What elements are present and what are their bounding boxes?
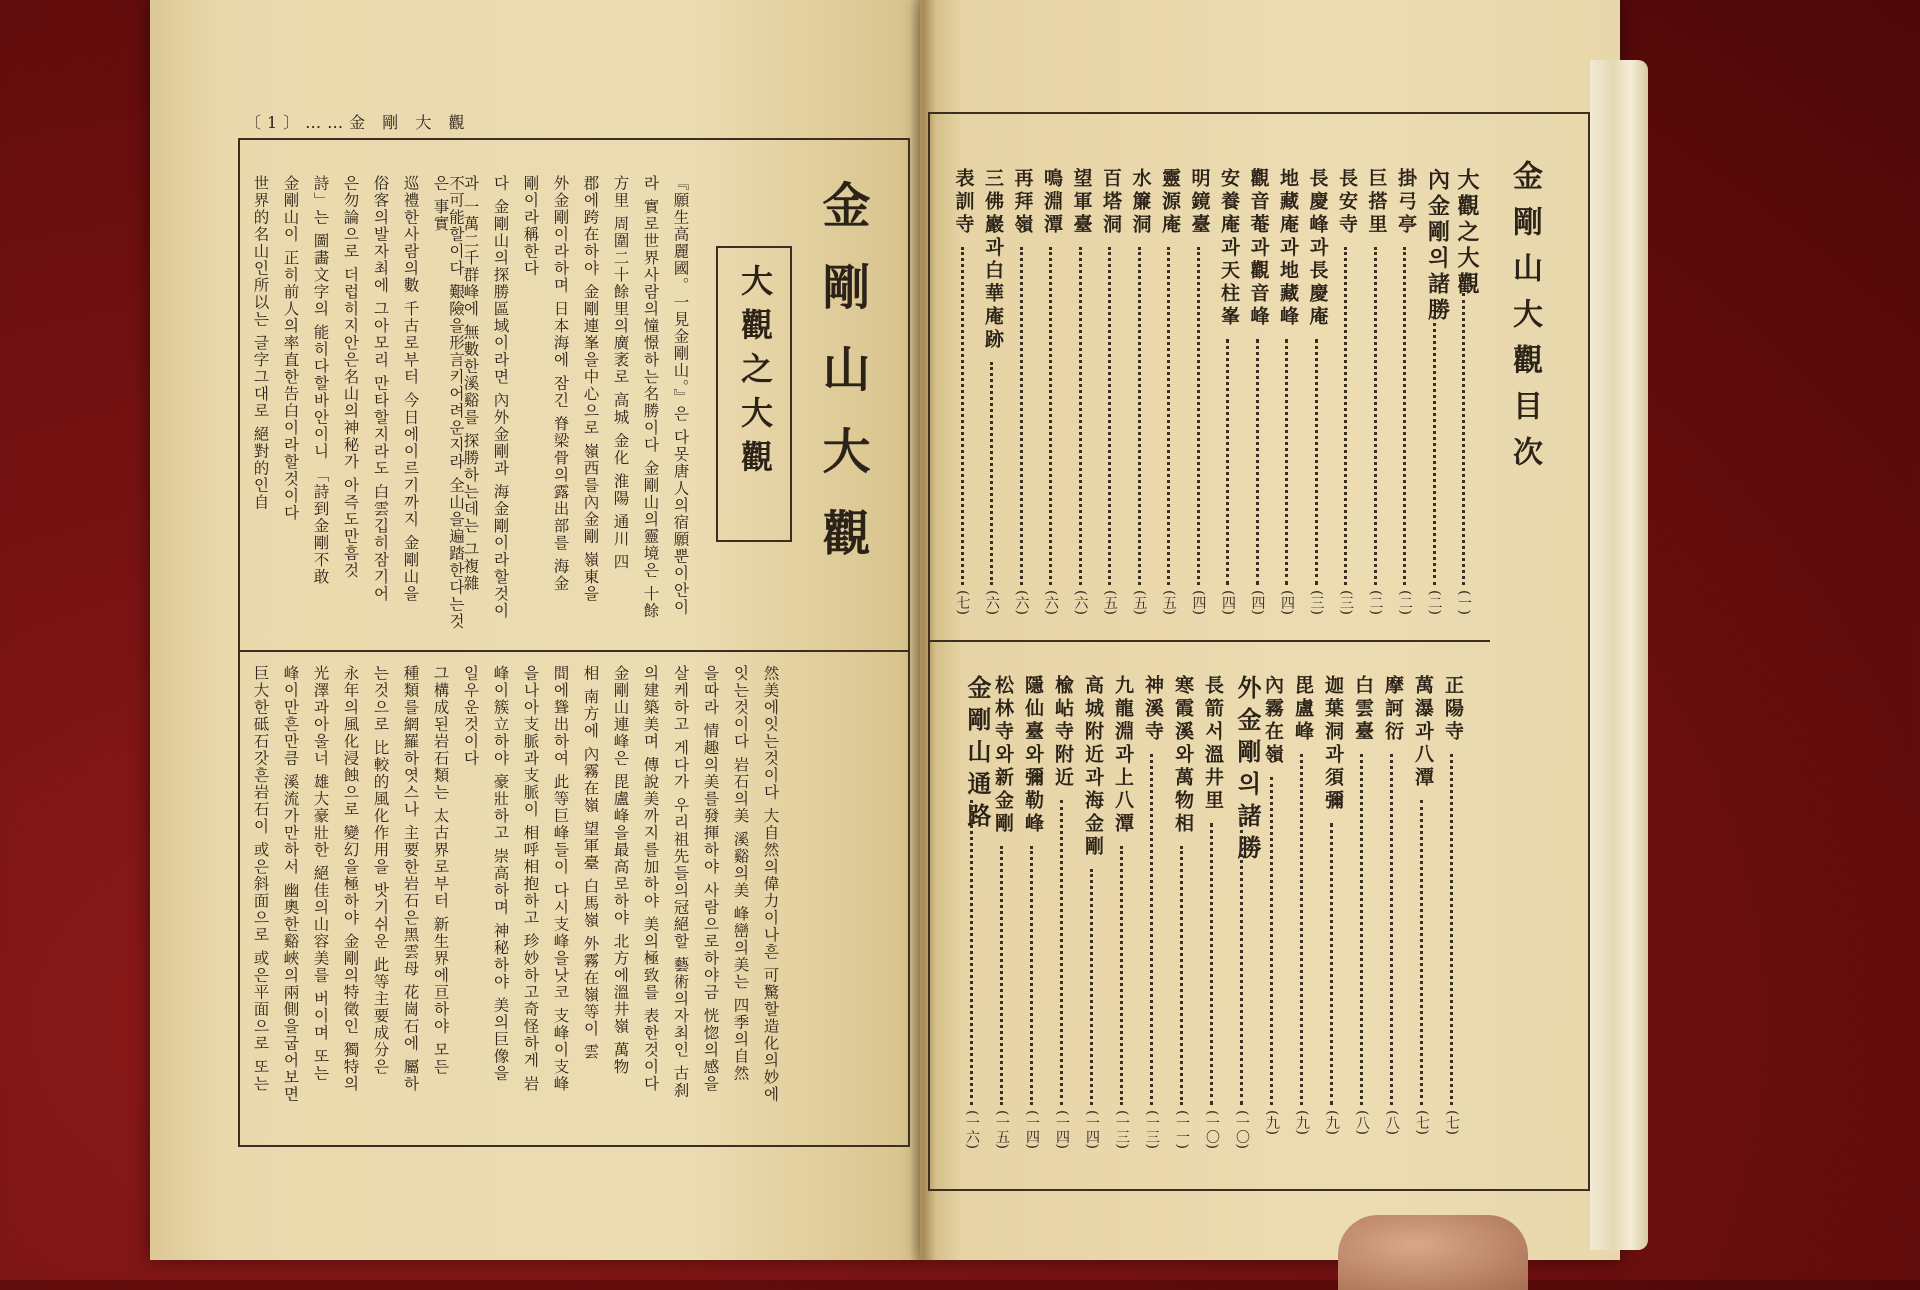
toc-entry-page: (一四) bbox=[1024, 1110, 1040, 1149]
holding-finger bbox=[1338, 1215, 1528, 1290]
text-column: 살케하고 게다가 우리祖先들의冠絕할 藝術의자최인 古刹 bbox=[671, 665, 690, 1099]
text-column: 잇는것이다 岩石의美 溪谿의美 峰巒의美는 四季의自然 bbox=[731, 665, 750, 1082]
text-column: 峰이만흔만큼 溪流가만하서 幽奧한谿峽의兩側을굽어보면 bbox=[281, 665, 300, 1103]
toc-entry-title[interactable]: 寒霞溪와萬物相 bbox=[1172, 675, 1194, 836]
toc-entry-page: (一三) bbox=[1144, 1110, 1160, 1149]
section-title-box bbox=[716, 246, 792, 542]
text-column: 永年의風化浸蝕으로 變幻을極하야 金剛의特徵인 獨特의 bbox=[341, 665, 360, 1093]
toc-entry-page: (七) bbox=[1444, 1110, 1460, 1135]
toc-leader-dots bbox=[1285, 339, 1291, 585]
toc-entry-page: (一三) bbox=[1114, 1110, 1130, 1149]
toc-leader-dots bbox=[1315, 339, 1321, 585]
text-column: 巨大한砥石갓흔岩石이 或은斜面으로 或은平面으로 또는 bbox=[251, 665, 270, 1093]
toc-entry-page: (一〇) bbox=[1234, 1110, 1250, 1149]
toc-entry-page: (四) bbox=[1249, 590, 1266, 615]
toc-entry-page: (五) bbox=[1102, 590, 1118, 615]
toc-entry-title[interactable]: 望軍臺 bbox=[1070, 168, 1093, 237]
toc-leader-dots bbox=[970, 800, 976, 1105]
toc-entry-title[interactable]: 隱仙臺와彌勒峰 bbox=[1022, 675, 1044, 836]
toc-entry-page: (八) bbox=[1384, 1110, 1400, 1135]
toc-entry-title[interactable]: 內金剛의諸勝 bbox=[1424, 168, 1451, 324]
toc-leader-dots bbox=[961, 247, 967, 585]
toc-entry-title[interactable]: 高城附近과海金剛 bbox=[1082, 675, 1104, 859]
toc-entry-page: (六) bbox=[1072, 590, 1089, 615]
toc-entry-page: (四) bbox=[1190, 590, 1207, 615]
toc-leader-dots bbox=[1167, 247, 1173, 585]
toc-entry-page: (六) bbox=[984, 590, 1000, 615]
toc-entry-title[interactable]: 松林寺와新金剛 bbox=[992, 675, 1014, 836]
text-column: 그構成된岩石類는 太古界로부터 新生界에亘하야 모든 bbox=[431, 665, 450, 1076]
text-column: 金剛山이 正히前人의率直한告白이라할것이다 bbox=[281, 175, 300, 522]
toc-entry-title[interactable]: 長箭서溫井里 bbox=[1202, 675, 1224, 813]
toc-entry-title[interactable]: 明鏡臺 bbox=[1188, 168, 1211, 237]
toc-entry-title[interactable]: 水簾洞 bbox=[1129, 168, 1152, 237]
toc-entry-page: (四) bbox=[1279, 590, 1295, 615]
toc-entry-title[interactable]: 三佛巖과白華庵跡 bbox=[982, 168, 1004, 352]
toc-divider bbox=[930, 640, 1490, 642]
text-column: 詩」는 圖畵文字의 能히다할바안이니 「詩到金剛不敢 bbox=[311, 175, 330, 586]
toc-entry-page: (二) bbox=[1426, 590, 1443, 615]
toc-leader-dots bbox=[1344, 247, 1350, 585]
left-frame-divider bbox=[238, 650, 908, 652]
toc-leader-dots bbox=[1256, 339, 1262, 585]
page-edges bbox=[1590, 60, 1648, 1250]
running-head: 〔1〕……金 剛 大 觀 bbox=[245, 113, 471, 132]
toc-leader-dots bbox=[1079, 247, 1085, 585]
toc-entry-page: (九) bbox=[1294, 1110, 1310, 1135]
toc-entry-page: (一一) bbox=[1174, 1110, 1190, 1149]
toc-title: 金剛山大觀目次 bbox=[1507, 160, 1542, 482]
toc-entry-title[interactable]: 摩訶衍 bbox=[1382, 675, 1404, 744]
text-column: 을따라 情趣의美를發揮하야 사람으로하야금 恍惚의感을 bbox=[701, 665, 720, 1093]
toc-entry-page: (七) bbox=[954, 590, 971, 615]
toc-leader-dots bbox=[1180, 846, 1186, 1105]
toc-entry-page: (三) bbox=[1338, 590, 1354, 615]
toc-entry-page: (一〇) bbox=[1204, 1110, 1220, 1149]
toc-entry-title[interactable]: 毘盧峰 bbox=[1292, 675, 1314, 744]
toc-leader-dots bbox=[1420, 800, 1426, 1105]
toc-entry-title[interactable]: 長慶峰과長慶庵 bbox=[1306, 168, 1329, 329]
section-title: 大觀之大觀 bbox=[736, 264, 774, 484]
toc-entry-page: (三) bbox=[1308, 590, 1325, 615]
text-column: 은勿論으로 더럽히지안은名山의神秘가 아즉도만흠것 bbox=[341, 175, 360, 579]
toc-leader-dots bbox=[1150, 754, 1156, 1105]
toc-leader-dots bbox=[1197, 247, 1203, 585]
toc-leader-dots bbox=[1403, 247, 1409, 585]
text-column: 라 實로世界사람의憧憬하는名勝이다 金剛山의靈境은 十餘 bbox=[641, 175, 660, 620]
text-column: 光澤과아울너 雄大豪壯한 絕佳의山容美를 버이며 또는 bbox=[311, 665, 330, 1082]
text-column: 然美에잇는것이다 大自然의偉力이나흔 可驚할造化의妙에 bbox=[761, 665, 780, 1103]
text-column: 『願生高麗國。一見金剛山。』은 다못唐人의宿願뿐이안이 bbox=[671, 175, 690, 616]
toc-entry-title[interactable]: 表訓寺 bbox=[952, 168, 975, 237]
toc-leader-dots bbox=[1108, 247, 1114, 585]
toc-entry-title[interactable]: 萬瀑과八潭 bbox=[1412, 675, 1434, 790]
toc-leader-dots bbox=[1030, 846, 1036, 1105]
text-column: 峰이簇立하야 豪壯하고 崇高하며 神秘하야 美의巨像을 bbox=[491, 665, 510, 1082]
text-column: 는것으로 比較的風化作用을 밧기쉬운 此等主要成分은 bbox=[371, 665, 390, 1076]
toc-entry-page: (六) bbox=[1043, 590, 1059, 615]
toc-entry-page: (九) bbox=[1324, 1110, 1340, 1135]
toc-entry-title[interactable]: 白雲臺 bbox=[1352, 675, 1374, 744]
toc-entry-page: (一四) bbox=[1084, 1110, 1100, 1149]
toc-leader-dots bbox=[1300, 754, 1306, 1105]
toc-entry-title[interactable]: 神溪寺 bbox=[1142, 675, 1164, 744]
toc-entry-page: (一五) bbox=[994, 1110, 1010, 1149]
toc-leader-dots bbox=[1000, 846, 1006, 1105]
toc-leader-dots bbox=[1138, 247, 1144, 585]
toc-leader-dots bbox=[1450, 754, 1456, 1105]
toc-leader-dots bbox=[1049, 247, 1055, 585]
toc-leader-dots bbox=[1060, 800, 1066, 1105]
toc-leader-dots bbox=[1330, 823, 1336, 1105]
toc-leader-dots bbox=[1390, 754, 1396, 1105]
toc-leader-dots bbox=[1360, 754, 1366, 1105]
toc-entry-title[interactable]: 再拜嶺 bbox=[1011, 168, 1034, 237]
toc-entry-title[interactable]: 長安寺 bbox=[1336, 168, 1358, 237]
toc-entry-title[interactable]: 金剛山通路 bbox=[963, 675, 992, 835]
text-column: 間에聳出하여 此等巨峰들이 다시支峰을낫코 支峰이支峰 bbox=[551, 665, 570, 1093]
toc-entry-title[interactable]: 巨搭里 bbox=[1365, 168, 1388, 237]
toc-leader-dots bbox=[1226, 339, 1232, 585]
toc-entry-page: (一) bbox=[1456, 590, 1472, 615]
toc-entry-title[interactable]: 楡岾寺附近 bbox=[1052, 675, 1074, 790]
text-column: 巡禮한사람의數 千古로부터 今日에이르기까지 金剛山을 bbox=[401, 175, 420, 603]
toc-entry-title[interactable]: 掛弓亭 bbox=[1395, 168, 1417, 237]
toc-entry-title[interactable]: 鳴淵潭 bbox=[1041, 168, 1063, 237]
text-column: 다 金剛山의探勝區域이라면 內外金剛과 海金剛이라할것이 bbox=[491, 175, 510, 620]
text-column: 種類를網羅하엿스나 主要한岩石은黑雲母 花崗石에 屬하 bbox=[401, 665, 420, 1093]
text-column: 을나아支脈과支脈이 相呼相抱하고 珍妙하고奇怪하게 岩 bbox=[521, 665, 540, 1093]
toc-entry-page: (五) bbox=[1161, 590, 1177, 615]
toc-entry-page: (八) bbox=[1354, 1110, 1370, 1135]
toc-leader-dots bbox=[1120, 846, 1126, 1105]
text-column: 郡에跨在하야 金剛連峯을中心으로 嶺西를內金剛 嶺東을 bbox=[581, 175, 600, 603]
book-title: 金剛山大觀 bbox=[814, 180, 870, 590]
toc-entry-page: (六) bbox=[1013, 590, 1030, 615]
toc-leader-dots bbox=[1433, 316, 1439, 585]
toc-entry-page: (二) bbox=[1367, 590, 1384, 615]
toc-entry-title[interactable]: 觀音菴과觀音峰 bbox=[1247, 168, 1270, 329]
toc-leader-dots bbox=[990, 362, 996, 585]
toc-entry-title[interactable]: 正陽寺 bbox=[1442, 675, 1464, 744]
toc-entry-title[interactable]: 九龍淵과上八潭 bbox=[1112, 675, 1134, 836]
toc-entry-page: (一四) bbox=[1054, 1110, 1070, 1149]
toc-leader-dots bbox=[1090, 869, 1096, 1105]
toc-entry-title[interactable]: 地藏庵과地藏峰 bbox=[1277, 168, 1299, 329]
toc-entry-page: (一六) bbox=[964, 1110, 980, 1149]
toc-entry-title[interactable]: 靈源庵 bbox=[1159, 168, 1181, 237]
toc-entry-page: (七) bbox=[1414, 1110, 1430, 1135]
text-column: 金剛山連峰은 毘盧峰을最高로하야 北方에溫井嶺 萬物 bbox=[611, 665, 630, 1076]
text-column: 과 一萬二千群峰에 無數한溪谿를 探勝하는데는 그複雜 bbox=[461, 175, 480, 592]
toc-entry-title[interactable]: 安養庵과天柱峯 bbox=[1218, 168, 1240, 329]
toc-leader-dots bbox=[1020, 247, 1026, 585]
toc-entry-title[interactable]: 大觀之大觀 bbox=[1454, 168, 1480, 298]
toc-entry-page: (九) bbox=[1264, 1110, 1280, 1135]
toc-entry-title[interactable]: 百塔洞 bbox=[1100, 168, 1122, 237]
toc-leader-dots bbox=[1374, 247, 1380, 585]
toc-leader-dots bbox=[1240, 823, 1246, 1105]
text-column: 世界的名山인所以는 글字그대로 絕對的인自 bbox=[251, 175, 270, 511]
text-column: 不可能할이다 艱險을形言키어려운지라 全山을遍踏한다는것은 事實 bbox=[431, 175, 465, 630]
toc-entry-page: (二) bbox=[1397, 590, 1413, 615]
toc-entry-title[interactable]: 迦葉洞과須彌 bbox=[1322, 675, 1344, 813]
text-column: 相 南方에 內霧在嶺 望軍臺 白馬嶺 外霧在嶺等이 雲 bbox=[581, 665, 600, 1061]
text-column: 剛이라稱한다 bbox=[521, 175, 540, 277]
toc-leader-dots bbox=[1210, 823, 1216, 1105]
text-column: 俗客의발자최에 그아모리 만타할지라도 白雲깁히잠기어 bbox=[371, 175, 390, 603]
toc-leader-dots bbox=[1462, 293, 1468, 585]
toc-entry-title[interactable]: 外金剛의諸勝 bbox=[1233, 675, 1262, 867]
toc-entry-page: (四) bbox=[1220, 590, 1236, 615]
text-column: 일우운것이다 bbox=[461, 665, 480, 767]
text-column: 方里 周圍二十餘里의廣袤로 高城 金化 淮陽 通川 四 bbox=[611, 175, 630, 571]
toc-entry-title[interactable]: 內霧在嶺 bbox=[1262, 675, 1284, 767]
toc-leader-dots bbox=[1270, 777, 1276, 1105]
text-column: 外金剛이라하며 日本海에 잠긴 脊梁骨의露出部를 海金 bbox=[551, 175, 570, 592]
text-column: 의建築美며 傳說美까지를加하야 美의極致를 表한것이다 bbox=[641, 665, 660, 1093]
toc-entry-page: (五) bbox=[1131, 590, 1148, 615]
